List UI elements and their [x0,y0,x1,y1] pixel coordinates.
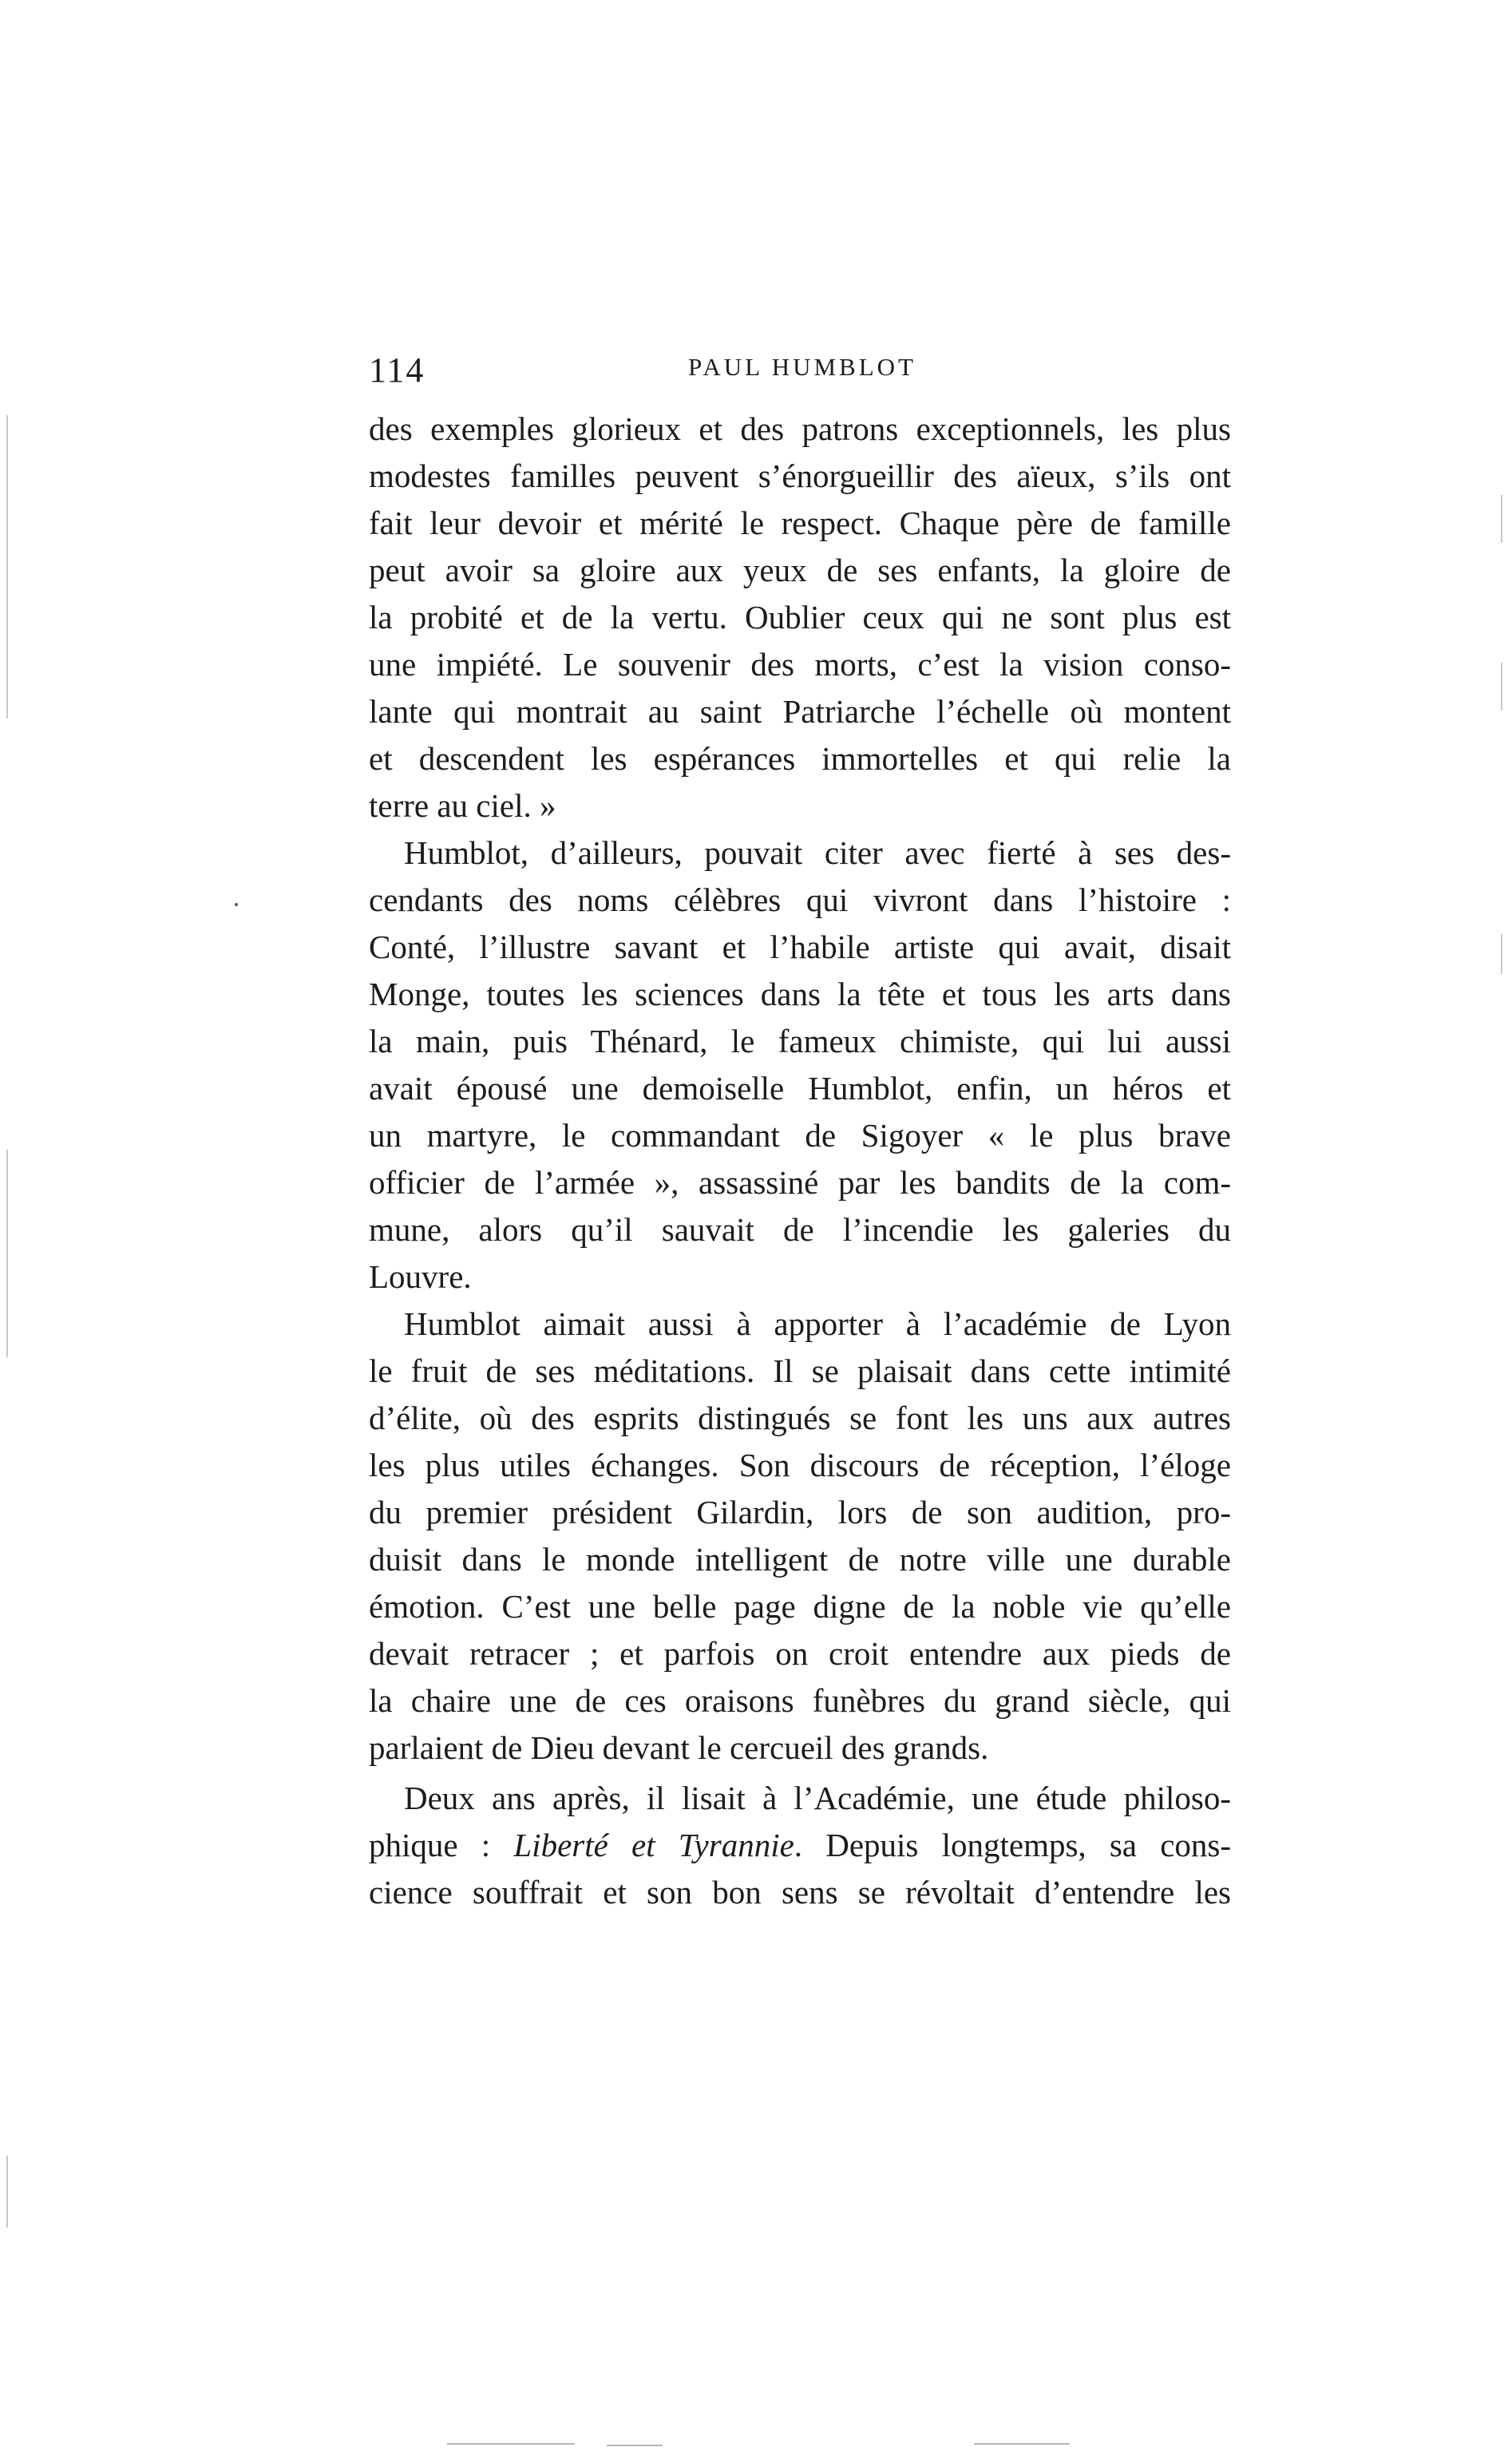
text-line: Humblot aimait aussi à apporter à l’académie de Lyon [404,1305,1231,1342]
scan-mark [6,2156,8,2227]
text-line: les plus utiles échanges. Son discours de réception, l’éloge [369,1447,1231,1483]
text-line: la main, puis Thénard, le fameux chimiste, qui lui aussi [369,1023,1231,1059]
text-fragment: phique : [369,1827,514,1863]
text-line: émotion. C’est une belle page digne de la noble vie qu’elle [369,1588,1231,1625]
running-head: PAUL HUMBLOT [688,353,916,381]
scan-speck [235,903,238,906]
text-line: le fruit de ses méditations. Il se plaisait dans cette intimité [369,1352,1231,1389]
work-title: Liberté et Tyrannie [513,1827,794,1863]
text-line: fait leur devoir et mérité le respect. Chaque père de famille [369,505,1231,541]
scan-mark [6,1150,8,1357]
text-line: un martyre, le commandant de Sigoyer « le plus brave [369,1117,1231,1154]
text-line: et descendent les espérances immortelles et qui relie la [369,740,1231,777]
text-line: du premier président Gilardin, lors de son audition, pro- [369,1494,1231,1530]
text-line: des exemples glorieux et des patrons exceptionnels, les plus [369,410,1231,447]
text-line: Louvre. [369,1258,472,1295]
text-line: terre au ciel. » [369,787,556,824]
text-line: mune, alors qu’il sauvait de l’incendie les galeries du [369,1211,1231,1248]
text-line: la probité et de la vertu. Oublier ceux qui ne sont plus est [369,599,1231,636]
text-fragment: . Depuis longtemps, sa cons- [794,1827,1232,1863]
scan-mark [6,415,8,719]
page-header [369,345,1247,401]
text-line: modestes familles peuvent s’énorgueillir des aïeux, s’ils ont [369,457,1231,494]
text-line: peut avoir sa gloire aux yeux de ses enfants, la gloire de [369,552,1231,588]
text-line: la chaire une de ces oraisons funèbres du grand siècle, qui [369,1682,1231,1719]
text-line: lante qui montrait au saint Patriarche l’échelle où montent [369,693,1231,730]
scan-mark [1501,495,1502,543]
text-line: d’élite, où des esprits distingués se font les uns aux autres [369,1400,1231,1436]
text-line: Deux ans après, il lisait à l’Académie, une étude philoso- [404,1780,1231,1816]
text-line: cendants des noms célèbres qui vivront dans l’histoire : [369,881,1231,918]
text-line: officier de l’armée », assassiné par les bandits de la com- [369,1164,1231,1201]
text-line: parlaient de Dieu devant le cercueil des grands. [369,1729,989,1766]
scan-edge [974,2443,1070,2445]
text-line: cience souffrait et son bon sens se révoltait d’entendre les [369,1874,1231,1911]
text-line: devait retracer ; et parfois on croit entendre aux pieds de [369,1635,1231,1672]
text-line: Monge, toutes les sciences dans la tête et tous les arts dans [369,976,1231,1012]
scan-edge [607,2445,663,2446]
page-number: 114 [369,350,425,390]
text-line-with-title [369,1822,1231,1869]
scan-edge [447,2443,575,2445]
text-line: duisit dans le monde intelligent de notre ville une durable [369,1541,1231,1578]
body-text [369,406,1231,1916]
text-line: avait épousé une demoiselle Humblot, enfin, un héros et [369,1070,1231,1107]
scan-mark [1501,663,1502,711]
text-line: Humblot, d’ailleurs, pouvait citer avec fierté à ses des- [404,834,1231,871]
scan-mark [1501,934,1502,974]
text-line: une impiété. Le souvenir des morts, c’est la vision conso- [369,646,1231,683]
text-line: Conté, l’illustre savant et l’habile artiste qui avait, disait [369,929,1231,965]
